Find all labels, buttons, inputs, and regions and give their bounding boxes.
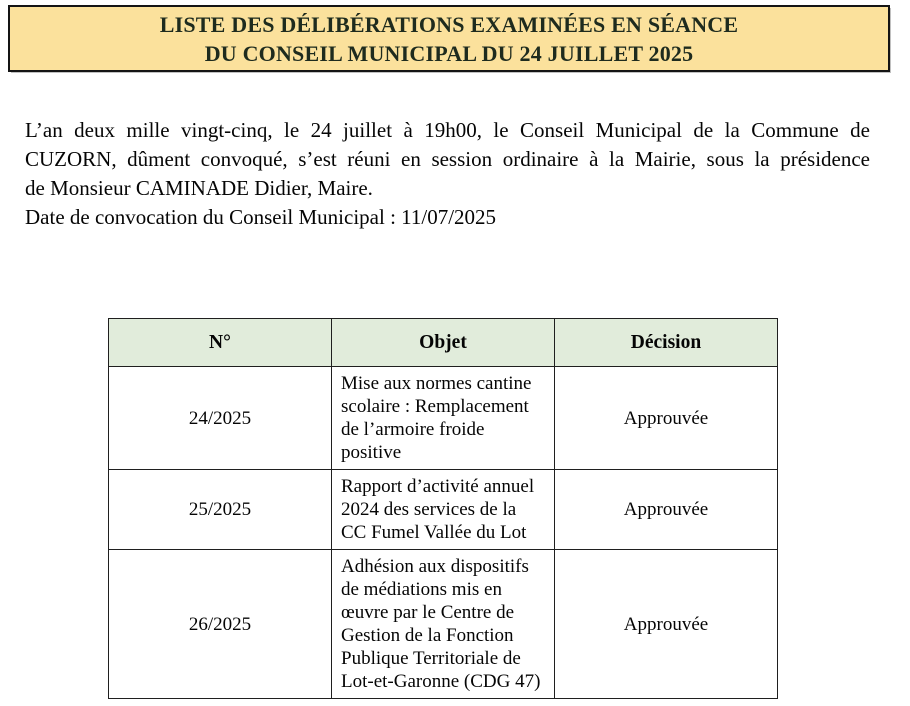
deliberation-objet: Adhésion aux dispositifs de médiations mis en œuvre par le Centre de Gestion de la Fonction Publique Territoriale de Lot-et-Garonne (CDG 47) [332,550,555,699]
deliberation-decision: Approuvée [555,367,778,470]
intro-line-3: de Monsieur CAMINADE Didier, Maire. [25,176,373,200]
title-line-1: LISTE DES DÉLIBÉRATIONS EXAMINÉES EN SÉANCE [159,11,739,37]
deliberation-objet: Rapport d’activité annuel 2024 des services de la CC Fumel Vallée du Lot [332,470,555,550]
intro-paragraph [25,116,870,232]
convocation-date-line: Date de convocation du Conseil Municipal : 11/07/2025 [25,205,497,229]
deliberation-objet: Mise aux normes cantine scolaire : Remplacement de l’armoire froide positive [332,367,555,470]
header-decision: Décision [555,319,778,367]
deliberation-number: 24/2025 [109,367,332,470]
header-objet: Objet [332,319,555,367]
table-header-row [109,319,778,367]
table-header [109,319,778,367]
deliberation-decision: Approuvée [555,470,778,550]
deliberation-number: 25/2025 [109,470,332,550]
deliberation-number: 26/2025 [109,550,332,699]
intro-line-2: CUZORN, dûment convoqué, s’est réuni en session ordinaire à la Mairie, sous la présidence [25,147,870,171]
intro-line-1: L’an deux mille vingt-cinq, le 24 juillet à 19h00, le Conseil Municipal de la Commune de [25,118,870,142]
title-line-2: DU CONSEIL MUNICIPAL DU 24 JUILLET 2025 [204,40,694,66]
table-body [109,367,778,699]
title-banner [8,5,890,72]
table-row [109,470,778,550]
header-numero: N° [109,319,332,367]
table-row [109,367,778,470]
deliberations-table [108,318,778,699]
table-row [109,550,778,699]
deliberation-decision: Approuvée [555,550,778,699]
